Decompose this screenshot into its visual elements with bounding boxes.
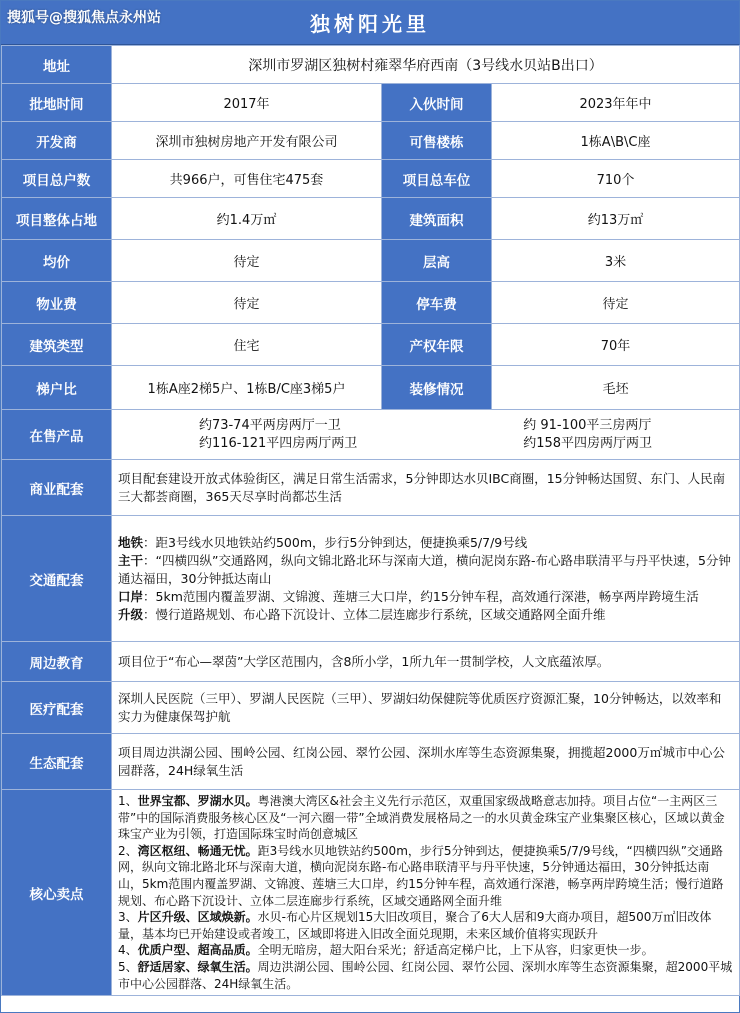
traffic-item: 口岸：5km范围内覆盖罗湖、文锦渡、莲塘三大口岸，约15分钟车程，高效通行深港，畅享两岸跨境生活 [118, 588, 699, 604]
label-education: 周边教育 [2, 642, 112, 682]
label-land-date: 批地时间 [2, 84, 112, 122]
table-row [2, 282, 740, 324]
table-row [2, 122, 740, 160]
value-products [112, 410, 740, 460]
label-decoration: 装修情况 [382, 366, 492, 410]
label-products: 在售产品 [2, 410, 112, 460]
value-buildings: 1栋A\B\C座 [492, 122, 740, 160]
label-address: 地址 [2, 46, 112, 84]
value-commerce: 项目配套建设开放式体验街区，满足日常生活需求，5分钟即达水贝IBC商圈，15分钟畅达国贸、东门、人民南三大都荟商圈，365天尽享时尚都芯生活 [112, 460, 740, 516]
label-move-in: 入伙时间 [382, 84, 492, 122]
label-floor-area: 建筑面积 [382, 198, 492, 240]
info-table [1, 45, 740, 996]
value-move-in: 2023年年中 [492, 84, 740, 122]
page-title: 独树阳光里 [1, 1, 739, 45]
table-row [2, 366, 740, 410]
label-elevator-ratio: 梯户比 [2, 366, 112, 410]
product-item: 约116-121平四房两厅两卫 [198, 435, 358, 451]
label-households: 项目总户数 [2, 160, 112, 198]
label-medical: 医疗配套 [2, 682, 112, 734]
traffic-item: 主干：“四横四纵”交通路网，纵向文锦北路北环与深南大道，横向泥岗东路-布心路串联清平与丹平快速，5分钟通达福田，30分钟抵达南山 [118, 552, 731, 586]
table-row [2, 84, 740, 122]
table-row [2, 240, 740, 282]
watermark: 搜狐号@搜狐焦点永州站 [7, 10, 161, 26]
value-households: 共966户，可售住宅475套 [112, 160, 382, 198]
value-property-term: 70年 [492, 324, 740, 366]
selling-item: 3、片区升级、区域焕新。水贝-布心片区规划15大旧改项目，聚合了6大人居和9大商办项目，超500万㎡旧改体量，基本均已开始建设或者竣工，区域即将进入旧改全面兑现期，未来区域价值将实现跃升 [118, 910, 712, 941]
product-item: 约158平四房两厅两卫 [523, 435, 653, 451]
label-ecology: 生态配套 [2, 734, 112, 790]
value-medical: 深圳人民医院（三甲）、罗湖人民医院（三甲）、罗湖妇幼保健院等优质医疗资源汇聚，10分钟畅达，以效率和实力为健康保驾护航 [112, 682, 740, 734]
row-products [2, 410, 740, 460]
traffic-item: 升级：慢行道路规划、布心路下沉设计、立体二层连廊步行系统，区域交通路网全面升维 [118, 606, 606, 622]
label-building-type: 建筑类型 [2, 324, 112, 366]
label-storey-height: 层高 [382, 240, 492, 282]
label-property-fee: 物业费 [2, 282, 112, 324]
value-ecology: 项目周边洪湖公园、围岭公园、红岗公园、翠竹公园、深圳水库等生态资源集聚，拥揽超2000万㎡城市中心公园群落，24H绿氧生活 [112, 734, 740, 790]
label-buildings: 可售楼栋 [382, 122, 492, 160]
table-row [2, 198, 740, 240]
value-decoration: 毛坯 [492, 366, 740, 410]
value-price: 待定 [112, 240, 382, 282]
value-land-date: 2017年 [112, 84, 382, 122]
row-address [2, 46, 740, 84]
value-site-area: 约1.4万㎡ [112, 198, 382, 240]
label-developer: 开发商 [2, 122, 112, 160]
value-floor-area: 约13万㎡ [492, 198, 740, 240]
row-commerce [2, 460, 740, 516]
selling-item: 1、世界宝都、罗湖水贝。粤港澳大湾区&社会主义先行示范区，双重国家级战略意志加持。项目占位“一主两区三带”中的国际消费服务核心区及“一河六圈一带”全域消费发展格局之一的水贝黄金珠宝产业集聚区核心，区域以黄金珠宝产业为引领，打造国际珠宝时尚创意城区 [118, 794, 725, 842]
selling-item: 2、湾区枢纽、畅通无忧。距3号线水贝地铁站约500m，步行5分钟到达，便捷换乘5/7/9号线，“四横四纵”交通路网，纵向文锦北路北环与深南大道，横向泥岗东路-布心路串联清平与丹平快速，5分钟通达福田，30分钟抵达南山，5km范围内覆盖罗湖、文锦渡、莲塘三大口岸，约15分钟车程，高效通行深港，畅享两岸跨境生活；慢行道路规划、布心路下沉设计、立体二层连廊步行系统，区域交通路网全面升维 [118, 843, 724, 908]
value-selling-points [112, 790, 740, 996]
value-parking: 710个 [492, 160, 740, 198]
value-education: 项目位于“布心—翠茵”大学区范围内，含8所小学，1所九年一贯制学校，人文底蕴浓厚。 [112, 642, 740, 682]
label-price: 均价 [2, 240, 112, 282]
value-elevator-ratio: 1栋A座2梯5户、1栋B/C座3梯5户 [112, 366, 382, 410]
selling-item: 5、舒适居家、绿氧生活。周边洪湖公园、围岭公园、红岗公园、翠竹公园、深圳水库等生态资源集聚，超2000平城市中心公园群落、24H绿氧生活。 [118, 959, 733, 991]
table-row [2, 324, 740, 366]
traffic-item: 地铁：距3号线水贝地铁站约500m，步行5分钟到达，便捷换乘5/7/9号线 [118, 534, 528, 550]
row-education [2, 642, 740, 682]
row-medical [2, 682, 740, 734]
label-property-term: 产权年限 [382, 324, 492, 366]
row-traffic [2, 516, 740, 642]
row-ecology [2, 734, 740, 790]
label-traffic: 交通配套 [2, 516, 112, 642]
value-storey-height: 3米 [492, 240, 740, 282]
label-commerce: 商业配套 [2, 460, 112, 516]
product-item: 约73-74平两房两厅一卫 [198, 417, 341, 433]
value-traffic [112, 516, 740, 642]
selling-item: 4、优质户型、超高品质。全明无暗房，超大阳台采光；舒适高定梯户比，上下从容，归家更快一步。 [118, 943, 654, 958]
row-selling-points [2, 790, 740, 996]
value-address: 深圳市罗湖区独树村雍翠华府西南（3号线水贝站B出口） [112, 46, 740, 84]
label-selling-points: 核心卖点 [2, 790, 112, 996]
value-developer: 深圳市独树房地产开发有限公司 [112, 122, 382, 160]
value-property-fee: 待定 [112, 282, 382, 324]
label-site-area: 项目整体占地 [2, 198, 112, 240]
label-parking: 项目总车位 [382, 160, 492, 198]
value-building-type: 住宅 [112, 324, 382, 366]
product-item: 约 91-100平三房两厅 [523, 417, 652, 433]
label-parking-fee: 停车费 [382, 282, 492, 324]
value-parking-fee: 待定 [492, 282, 740, 324]
table-row [2, 160, 740, 198]
